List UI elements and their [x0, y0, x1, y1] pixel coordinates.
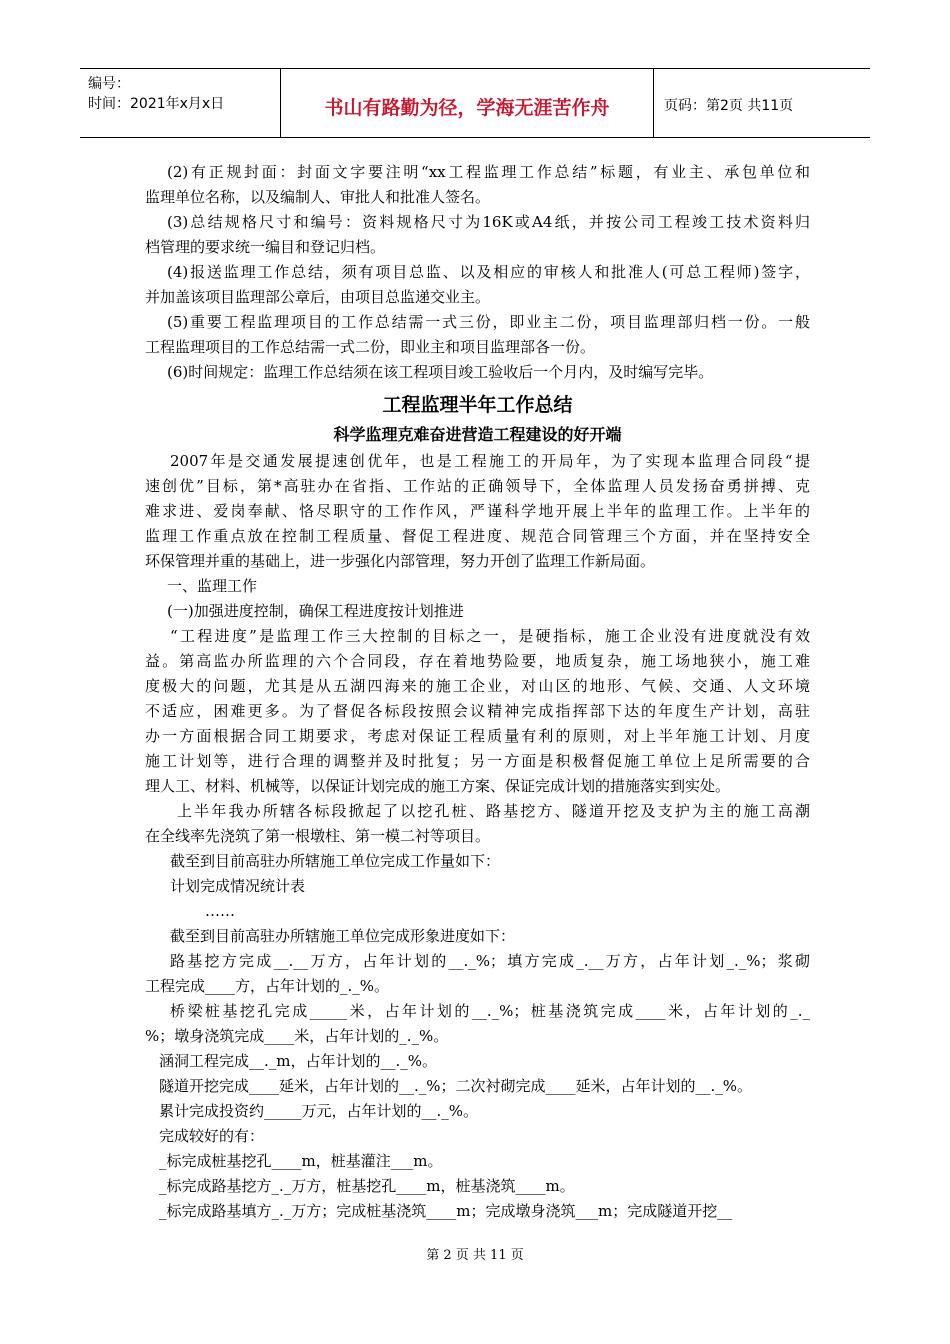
paragraph-line: 路基挖方完成__.__万方，占年计划的__._%；填方完成_.__万方，占年计划_._%；浆砌 — [170, 952, 810, 970]
paragraph-line: _标完成桩基挖孔____m，桩基灌注___m。 — [159, 1152, 443, 1170]
paragraph-line: 截至到目前高驻办所辖施工单位完成工作量如下： — [170, 852, 501, 870]
header-meta — [88, 74, 278, 114]
paragraph-line: 难求进、爱岗奉献、恪尽职守的工作作风，严谨科学地开展上半年的监理工作。上半年的 — [145, 502, 810, 520]
paragraph-line: 截至到目前高驻办所辖施工单位完成形象进度如下： — [170, 927, 516, 945]
document-body — [145, 160, 810, 1224]
paragraph-line: (2)有正规封面：封面文字要注明“xx工程监理工作总结”标题，有业主、承包单位和 — [167, 163, 810, 181]
paragraph-line: 理人工、材料、机械等，以保证计划完成的施工方案、保证完成计划的措施落实到实处。 — [145, 777, 731, 795]
section-title: 工程监理半年工作总结 — [382, 394, 573, 416]
page-header — [80, 68, 870, 138]
paragraph-line: 上半年我办所辖各标段掀起了以挖孔桩、路基挖方、隧道开挖及支护为主的施工高潮 — [177, 802, 810, 820]
paragraph-line: (6)时间规定：监理工作总结须在该工程项目竣工验收后一个月内，及时编写完毕。 — [167, 363, 714, 381]
paragraph-line: 速创优”目标，第*高驻办在省指、工作站的正确领导下，全体监理人员发扬奋勇拼搏、克 — [145, 477, 810, 495]
paragraph-line: 计划完成情况统计表 — [170, 877, 306, 895]
paragraph-line: _标完成路基填方_._万方；完成桩基浇筑____m；完成墩身浇筑___m；完成隧道开挖__ — [159, 1202, 733, 1220]
paragraph-line: 监理工作重点放在控制工程质量、督促工程进度、规范合同管理三个方面，并在坚持安全 — [145, 527, 810, 545]
paragraph-line: 度极大的问题，尤其是从五湖四海来的施工企业，对山区的地形、气候、交通、人文环境 — [145, 677, 810, 695]
paragraph-line: 工程监理项目的工作总结需一式二份，即业主和项目监理部各一份。 — [145, 338, 596, 356]
header-divider — [653, 69, 654, 137]
paragraph-line: …… — [205, 902, 235, 920]
paragraph-line: 2007年是交通发展提速创优年，也是工程施工的开局年，为了实现本监理合同段“提 — [170, 452, 810, 470]
header-motto: 书山有路勤为径，学海无涯苦作舟 — [324, 97, 610, 119]
paragraph-line: 累计完成投资约_____万元，占年计划的__._%。 — [159, 1102, 479, 1120]
paragraph-line: 涵洞工程完成__._m，占年计划的__._%。 — [159, 1052, 438, 1070]
paragraph-line: 档管理的要求统一编目和登记归档。 — [145, 238, 386, 256]
paragraph-line: (3)总结规格尺寸和编号：资料规格尺寸为16K或A4纸，并按公司工程竣工技术资料归 — [167, 213, 810, 231]
paragraph-line: 隧道开挖完成____延米，占年计划的__._%；二次衬砌完成____延米，占年计划的__._%。 — [159, 1077, 753, 1095]
paragraph-line: 办一方面根据合同工期要求，考虑对保证工程质量有利的原则，对上半年施工计划、月度 — [145, 727, 810, 745]
paragraph-line: 益。第高监办所监理的六个合同段，存在着地势险要，地质复杂，施工场地狭小，施工难 — [145, 652, 810, 670]
paragraph-line: _标完成路基挖方_._万方，桩基挖孔____m，桩基浇筑____m。 — [159, 1177, 575, 1195]
paragraph-line: “工程进度”是监理工作三大控制的目标之一，是硬指标，施工企业没有进度就没有效 — [170, 627, 810, 645]
paragraph-line: 监理单位名称，以及编制人、审批人和批准人签名。 — [145, 188, 491, 206]
paragraph-line: 施工计划等，进行合理的调整并及时批复；另一方面是积极督促施工单位上足所需要的合 — [145, 752, 810, 770]
page-footer: 第 2 页 共 11 页 — [426, 1248, 524, 1263]
heading-line: 一、监理工作 — [167, 577, 258, 595]
section-subtitle: 科学监理克难奋进营造工程建设的好开端 — [333, 425, 622, 444]
paragraph-line: %；墩身浇筑完成____米，占年计划的_._%。 — [145, 1027, 449, 1045]
paragraph-line: 完成较好的有： — [159, 1127, 265, 1145]
paragraph-line: (4)报送监理工作总结，须有项目总监、以及相应的审核人和批准人(可总工程师)签字， — [167, 263, 810, 281]
paragraph-line: 不适应，困难更多。为了督促各标段按照会议精神完成指挥部下达的年度生产计划，高驻 — [145, 702, 810, 720]
paragraph-line: (5)重要工程监理项目的工作总结需一式三份，即业主二份，项目监理部归档一份。一般 — [167, 313, 810, 331]
header-page-info: 页码：第2页 共11页 — [664, 98, 794, 114]
heading-line: (一)加强进度控制，确保工程进度按计划推进 — [167, 602, 464, 620]
paragraph-line: 工程完成____方，占年计划的_._%。 — [145, 977, 390, 995]
document-number: 编号： — [88, 76, 130, 92]
paragraph-line: 在全线率先浇筑了第一根墩柱、第一模二衬等项目。 — [145, 827, 491, 845]
paragraph-line: 桥梁桩基挖孔完成_____米，占年计划的__._%；桩基浇筑完成____米，占年计划的_._ — [170, 1002, 810, 1020]
document-date: 时间：2021年x月x日 — [88, 96, 225, 112]
paragraph-line: 环保管理并重的基础上，进一步强化内部管理，努力开创了监理工作新局面。 — [145, 552, 656, 570]
paragraph-line: 并加盖该项目监理部公章后，由项目总监递交业主。 — [145, 288, 491, 306]
